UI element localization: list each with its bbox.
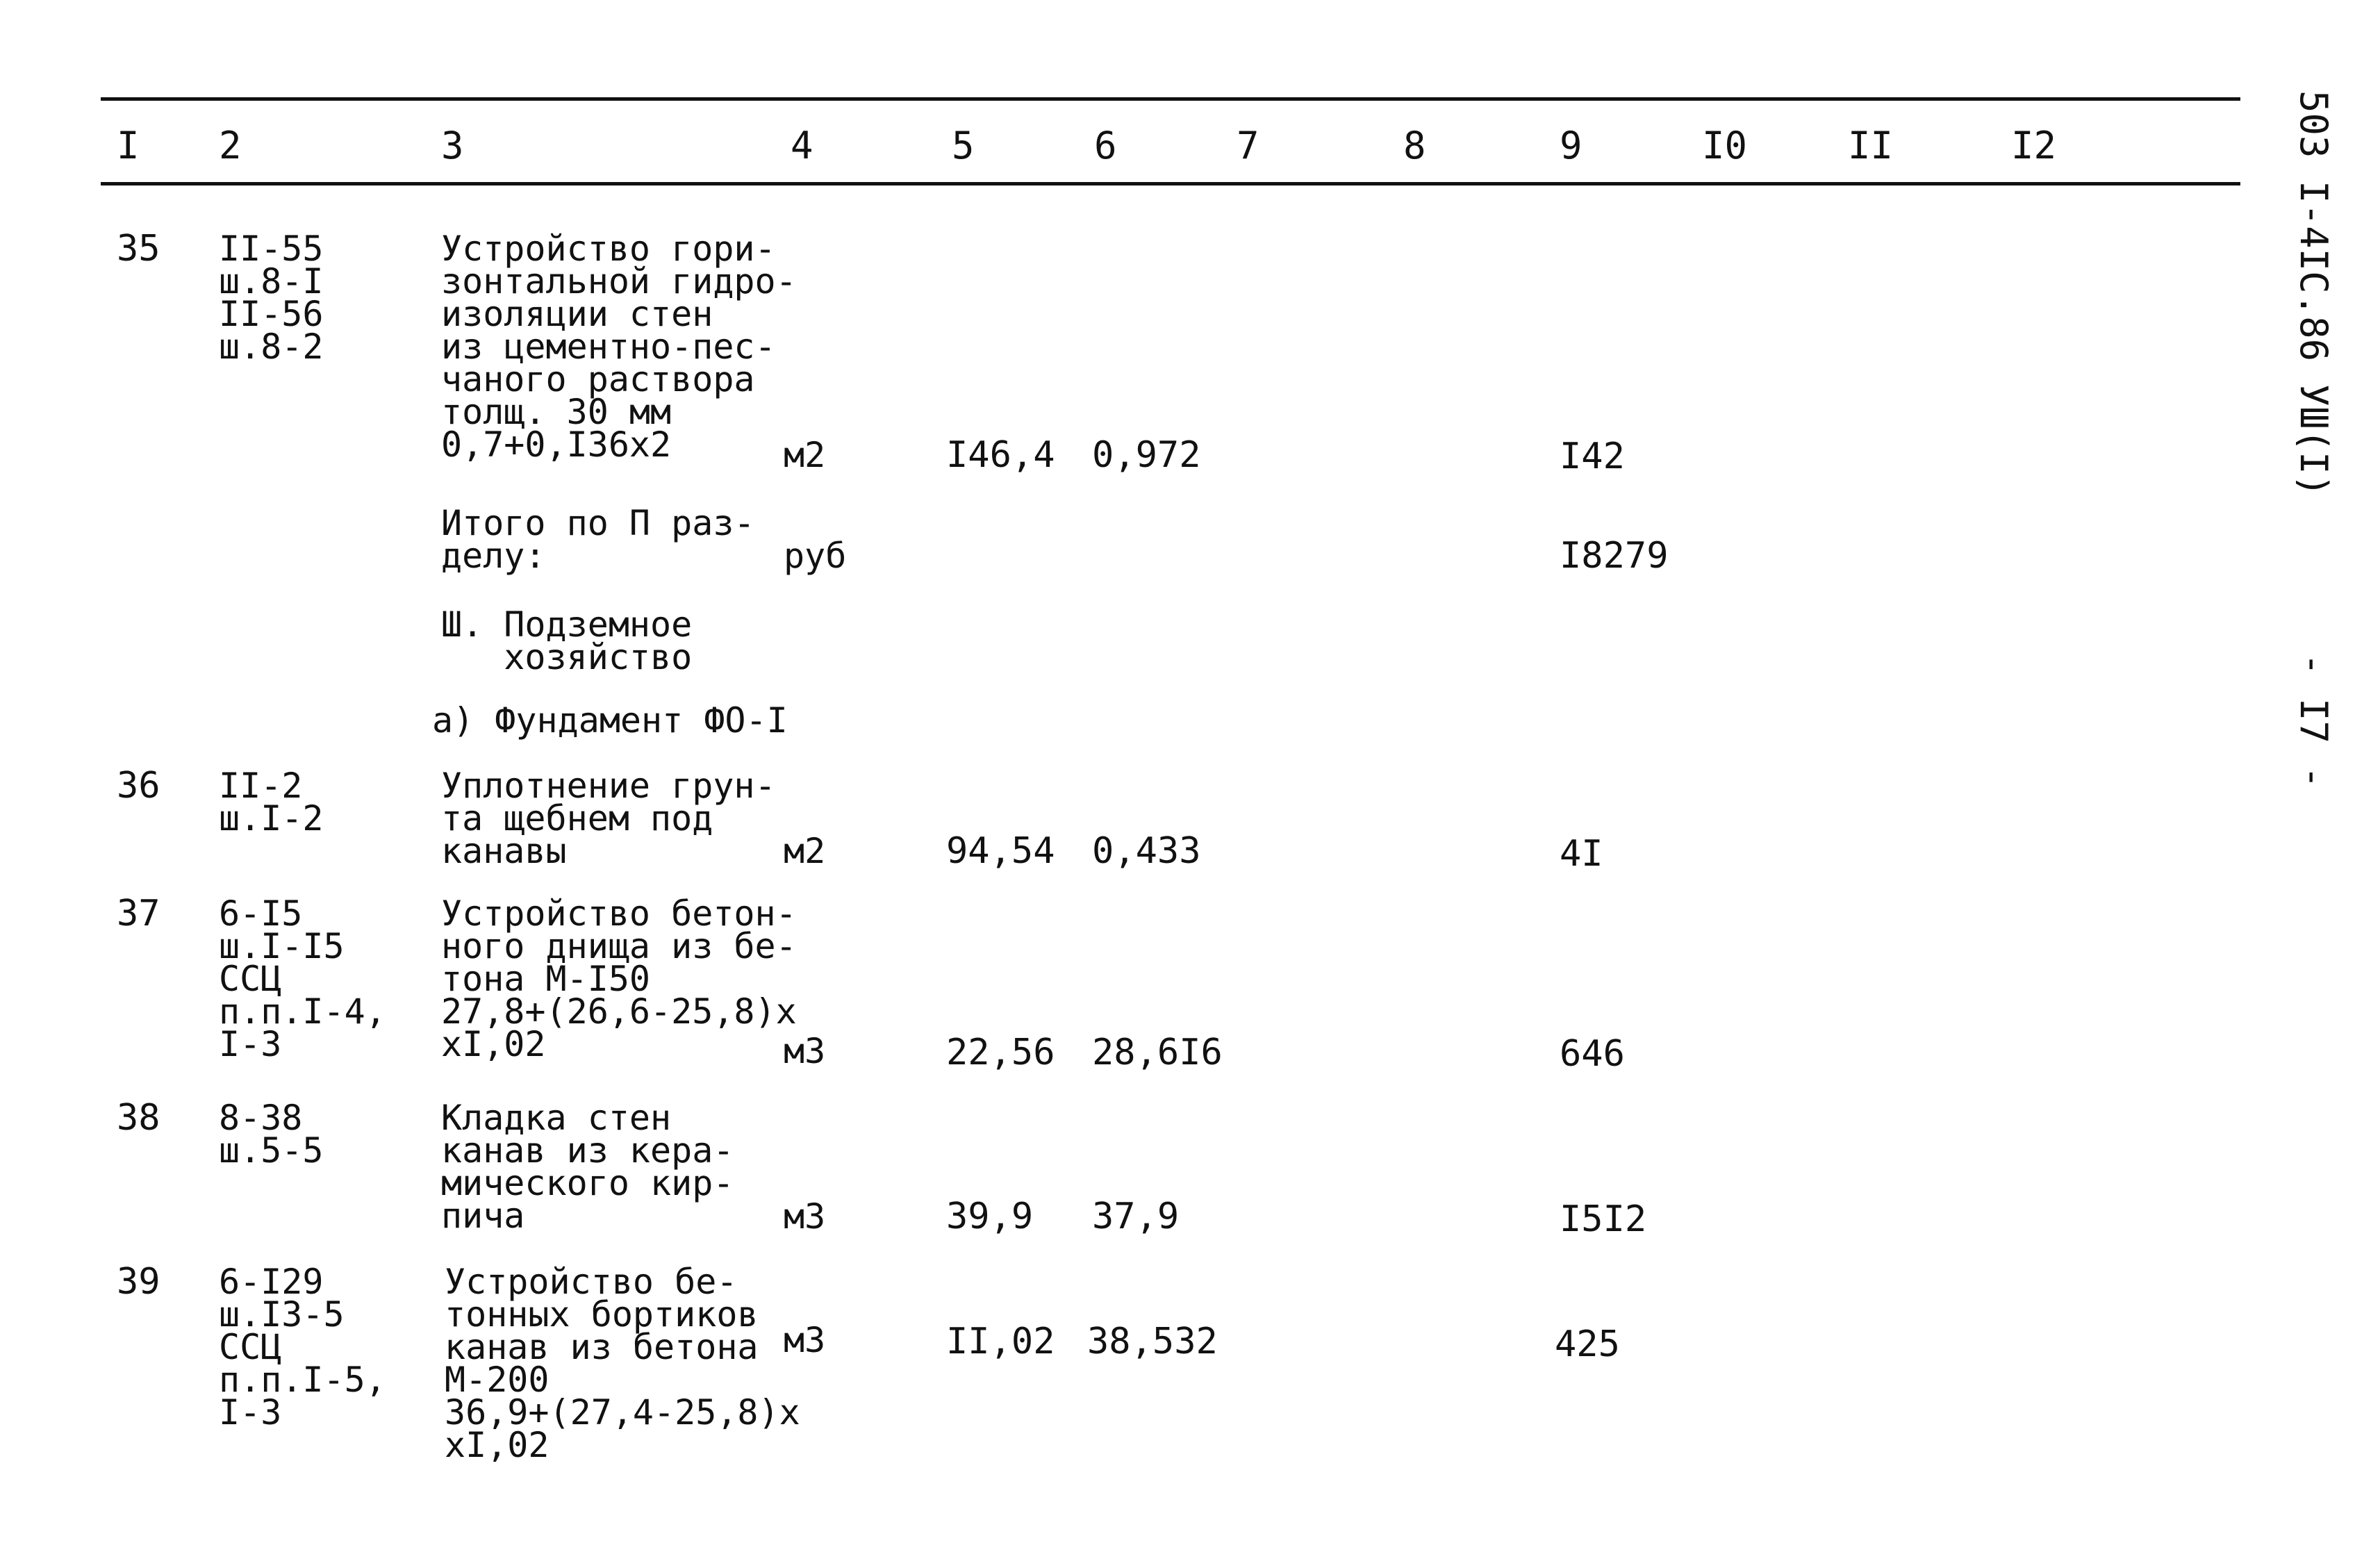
- row-quantity: I46,4: [946, 434, 1055, 476]
- row-price: 28,6I6: [1092, 1032, 1223, 1073]
- row-name: Устройство гори- зонтальной гидро- изоляции стен из цементно-пес- чаного раствора толщ. 30 мм 0,7+0,I36х2: [441, 229, 797, 465]
- row-code: 8-38 ш.5-5: [219, 1098, 324, 1171]
- document-code: 503 I-4IC.86 УШ(I): [2292, 90, 2336, 497]
- row-price: 0,433: [1092, 830, 1201, 872]
- column-header-4: 4: [791, 124, 813, 167]
- row-number: 38: [117, 1097, 160, 1139]
- column-header-12: I2: [2011, 124, 2057, 167]
- column-header-7: 7: [1237, 124, 1259, 167]
- table-top-rule: [101, 97, 2240, 101]
- row-unit: м3: [784, 1196, 826, 1237]
- row-code: 6-I5 ш.I-I5 ССЦ п.п.I-4, I-3: [219, 893, 386, 1064]
- row-unit: м3: [784, 1031, 826, 1071]
- subsection-heading: а) Фундамент ФО-I: [432, 700, 788, 741]
- row-total: 425: [1555, 1323, 1620, 1365]
- row-unit: м2: [784, 435, 826, 475]
- row-number: 36: [117, 765, 160, 807]
- row-total: 4I: [1560, 833, 1603, 875]
- column-header-10: I0: [1702, 124, 1748, 167]
- row-quantity: 94,54: [946, 830, 1055, 872]
- row-quantity: 39,9: [946, 1196, 1034, 1237]
- column-header-8: 8: [1403, 124, 1426, 167]
- row-number: 37: [117, 893, 160, 934]
- column-header-1: I: [117, 124, 140, 167]
- row-name: Устройство бетон- ного днища из бе- тона М-I50 27,8+(26,6-25,8)х хI,02: [441, 893, 797, 1064]
- row-name: Кладка стен канав из кера- мического кир- пича: [441, 1098, 734, 1236]
- row-number: 39: [117, 1261, 160, 1303]
- subtotal-label: Итого по П раз- делу:: [441, 503, 755, 576]
- column-header-5: 5: [952, 124, 975, 167]
- column-header-11: II: [1848, 124, 1894, 167]
- row-total: I5I2: [1560, 1198, 1647, 1240]
- page-number: - I7 -: [2292, 653, 2336, 789]
- row-price: 37,9: [1092, 1196, 1180, 1237]
- row-code: II-2 ш.I-2: [219, 766, 324, 839]
- row-unit: руб: [784, 536, 847, 576]
- column-header-9: 9: [1560, 124, 1582, 167]
- row-price: 0,972: [1092, 434, 1201, 476]
- row-quantity: II,02: [946, 1321, 1055, 1362]
- column-header-2: 2: [219, 124, 242, 167]
- row-price: 38,532: [1087, 1321, 1218, 1362]
- subtotal-value: I8279: [1560, 535, 1669, 577]
- column-header-6: 6: [1094, 124, 1117, 167]
- row-total: I42: [1560, 436, 1625, 477]
- row-code: 6-I29 ш.I3-5 ССЦ п.п.I-5, I-3: [219, 1262, 386, 1433]
- row-name: Уплотнение грун- та щебнем под канавы: [441, 766, 776, 871]
- row-number: 35: [117, 228, 160, 270]
- row-code: II-55 ш.8-I II-56 ш.8-2: [219, 229, 324, 367]
- row-unit: м3: [784, 1320, 826, 1360]
- table-header-rule: [101, 182, 2240, 185]
- column-header-3: 3: [441, 124, 464, 167]
- row-quantity: 22,56: [946, 1032, 1055, 1073]
- row-unit: м2: [784, 831, 826, 871]
- section-heading: Ш. Подземное хозяйство: [441, 604, 693, 677]
- row-name: Устройство бе- тонных бортиков канав из бетона М-200 36,9+(27,4-25,8)х хI,02: [445, 1262, 800, 1465]
- row-total: 646: [1560, 1033, 1625, 1075]
